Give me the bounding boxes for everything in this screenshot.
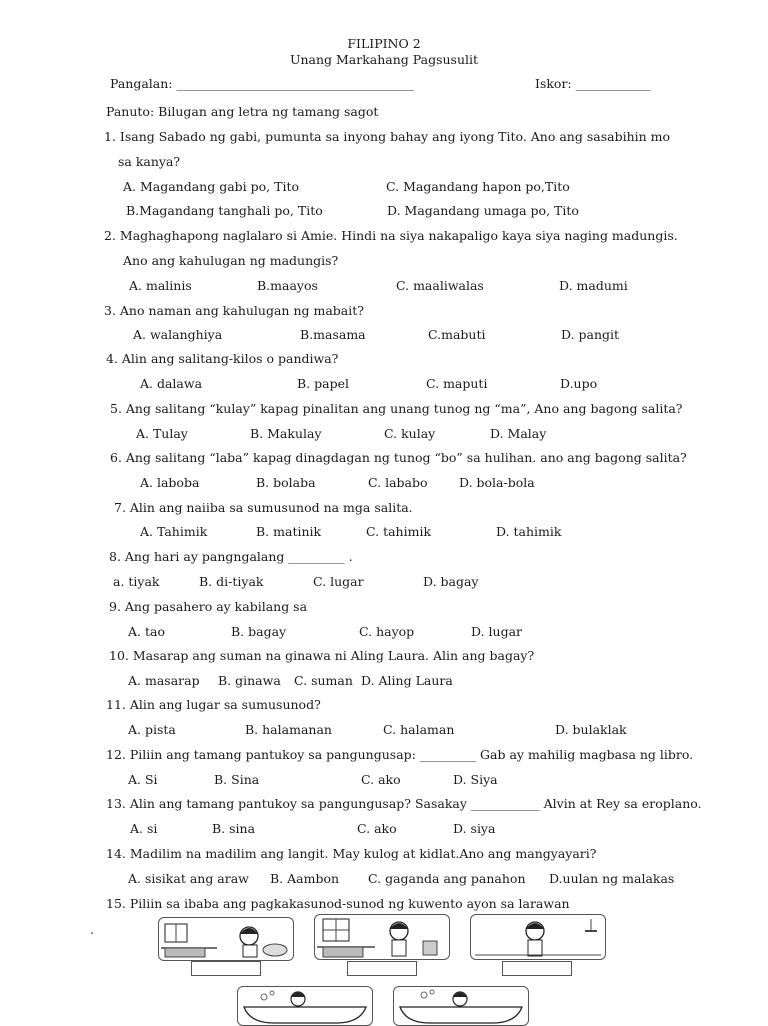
question-3: 3. Ano naman ang kahulugan ng mabait? <box>104 303 364 318</box>
story-picture-1 <box>158 917 294 961</box>
q3-choice-b[interactable]: B.masama <box>300 327 366 342</box>
q6-choice-b[interactable]: B. bolaba <box>256 475 316 490</box>
q3-choice-d[interactable]: D. pangit <box>561 327 620 342</box>
stray-mark: . <box>90 922 94 937</box>
story-picture-4 <box>237 986 373 1026</box>
q13-choice-b[interactable]: B. sina <box>212 821 256 836</box>
q10-choice-c[interactable]: C. suman <box>294 673 353 688</box>
story-picture-3 <box>470 914 606 960</box>
q2-choice-d[interactable]: D. madumi <box>559 278 628 293</box>
q11-choice-d[interactable]: D. bulaklak <box>555 722 627 737</box>
question-13: 13. Alin ang tamang pantukoy sa pangungusap? Sasakay ___________ Alvin at Rey sa eroplano. <box>106 796 702 811</box>
q1-choice-a[interactable]: A. Magandang gabi po, Tito <box>123 179 299 194</box>
q14-choice-a[interactable]: A. sisikat ang araw <box>128 871 249 886</box>
q6-choice-d[interactable]: D. bola-bola <box>459 475 535 490</box>
q11-choice-c[interactable]: C. halaman <box>383 722 455 737</box>
q3-choice-a[interactable]: A. walanghiya <box>133 327 223 342</box>
q4-choice-b[interactable]: B. papel <box>297 376 349 391</box>
q2-choice-a[interactable]: A. malinis <box>129 278 192 293</box>
q12-choice-c[interactable]: C. ako <box>361 772 401 787</box>
question-12: 12. Piliin ang tamang pantukoy sa pangungusap: _________ Gab ay mahilig magbasa ng libro. <box>106 747 694 762</box>
question-11: 11. Alin ang lugar sa sumusunod? <box>106 697 321 712</box>
q11-choice-b[interactable]: B. halamanan <box>245 722 332 737</box>
question-8: 8. Ang hari ay pangngalang _________ . <box>109 549 353 564</box>
q12-choice-d[interactable]: D. Siya <box>453 772 498 787</box>
q10-choice-a[interactable]: A. masarap <box>128 673 200 688</box>
q9-choice-c[interactable]: C. hayop <box>359 624 415 639</box>
q7-choice-d[interactable]: D. tahimik <box>496 524 562 539</box>
question-2-cont: Ano ang kahulugan ng madungis? <box>123 253 339 268</box>
q9-choice-a[interactable]: A. tao <box>128 624 165 639</box>
exam-title: Unang Markahang Pagsusulit <box>289 52 479 67</box>
q5-choice-b[interactable]: B. Makulay <box>250 426 322 441</box>
q7-choice-c[interactable]: C. tahimik <box>366 524 432 539</box>
q5-choice-c[interactable]: C. kulay <box>384 426 436 441</box>
q2-choice-b[interactable]: B.maayos <box>257 278 318 293</box>
question-14: 14. Madilim na madilim ang langit. May kulog at kidlat.Ano ang mangyayari? <box>106 846 597 861</box>
question-9: 9. Ang pasahero ay kabilang sa <box>109 599 308 614</box>
answer-box-1[interactable] <box>191 961 261 976</box>
question-1-cont: sa kanya? <box>118 154 181 169</box>
question-5: 5. Ang salitang “kulay” kapag pinalitan ang unang tunog ng “ma”, Ano ang bagong salita? <box>110 401 683 416</box>
question-1: 1. Isang Sabado ng gabi, pumunta sa inyong bahay ang iyong Tito. Ano ang sasabihin mo <box>104 129 671 144</box>
q8-choice-d[interactable]: D. bagay <box>423 574 479 589</box>
q5-choice-a[interactable]: A. Tulay <box>136 426 188 441</box>
question-6: 6. Ang salitang “laba” kapag dinagdagan ng tunog “bo” sa hulihan. ano ang bagong salita? <box>110 450 687 465</box>
q1-choice-d[interactable]: D. Magandang umaga po, Tito <box>387 203 579 218</box>
q8-choice-c[interactable]: C. lugar <box>313 574 364 589</box>
q4-choice-a[interactable]: A. dalawa <box>140 376 203 391</box>
q12-choice-b[interactable]: B. Sina <box>214 772 260 787</box>
instructions: Panuto: Bilugan ang letra ng tamang sagot <box>106 104 379 119</box>
q8-choice-b[interactable]: B. di-tiyak <box>199 574 264 589</box>
story-picture-2 <box>314 914 450 960</box>
question-15: 15. Piliin sa ibaba ang pagkakasunod-sunod ng kuwento ayon sa larawan <box>106 896 570 911</box>
q9-choice-d[interactable]: D. lugar <box>471 624 523 639</box>
q4-choice-d[interactable]: D.upo <box>560 376 598 391</box>
subject-title: FILIPINO 2 <box>347 36 421 51</box>
answer-box-2[interactable] <box>347 961 417 976</box>
q13-choice-d[interactable]: D. siya <box>453 821 496 836</box>
q13-choice-c[interactable]: C. ako <box>357 821 397 836</box>
story-picture-5 <box>393 986 529 1026</box>
q14-choice-b[interactable]: B. Aambon <box>270 871 340 886</box>
q4-choice-c[interactable]: C. maputi <box>426 376 488 391</box>
name-field[interactable]: Pangalan: ______________________________________ <box>110 76 414 91</box>
q6-choice-a[interactable]: A. laboba <box>140 475 200 490</box>
q10-choice-d[interactable]: D. Aling Laura <box>361 673 453 688</box>
q12-choice-a[interactable]: A. Si <box>128 772 158 787</box>
answer-box-3[interactable] <box>502 961 572 976</box>
question-7: 7. Alin ang naiiba sa sumusunod na mga salita. <box>114 500 413 515</box>
q14-choice-d[interactable]: D.uulan ng malakas <box>549 871 675 886</box>
q1-choice-b[interactable]: B.Magandang tanghali po, Tito <box>126 203 323 218</box>
q13-choice-a[interactable]: A. si <box>130 821 158 836</box>
question-4: 4. Alin ang salitang-kilos o pandiwa? <box>106 351 339 366</box>
q7-choice-a[interactable]: A. Tahimik <box>140 524 208 539</box>
q14-choice-c[interactable]: C. gaganda ang panahon <box>368 871 526 886</box>
score-field[interactable]: Iskor: ____________ <box>535 76 651 91</box>
q2-choice-c[interactable]: C. maaliwalas <box>396 278 484 293</box>
q8-choice-a[interactable]: a. tiyak <box>113 574 160 589</box>
q9-choice-b[interactable]: B. bagay <box>231 624 287 639</box>
q10-choice-b[interactable]: B. ginawa <box>218 673 281 688</box>
q11-choice-a[interactable]: A. pista <box>128 722 176 737</box>
q3-choice-c[interactable]: C.mabuti <box>428 327 486 342</box>
q1-choice-c[interactable]: C. Magandang hapon po,Tito <box>386 179 570 194</box>
question-2: 2. Maghaghapong naglalaro si Amie. Hindi na siya nakapaligo kaya siya naging madungis. <box>104 228 678 243</box>
q6-choice-c[interactable]: C. lababo <box>368 475 428 490</box>
question-10: 10. Masarap ang suman na ginawa ni Aling Laura. Alin ang bagay? <box>109 648 535 663</box>
q7-choice-b[interactable]: B. matinik <box>256 524 322 539</box>
q5-choice-d[interactable]: D. Malay <box>490 426 547 441</box>
